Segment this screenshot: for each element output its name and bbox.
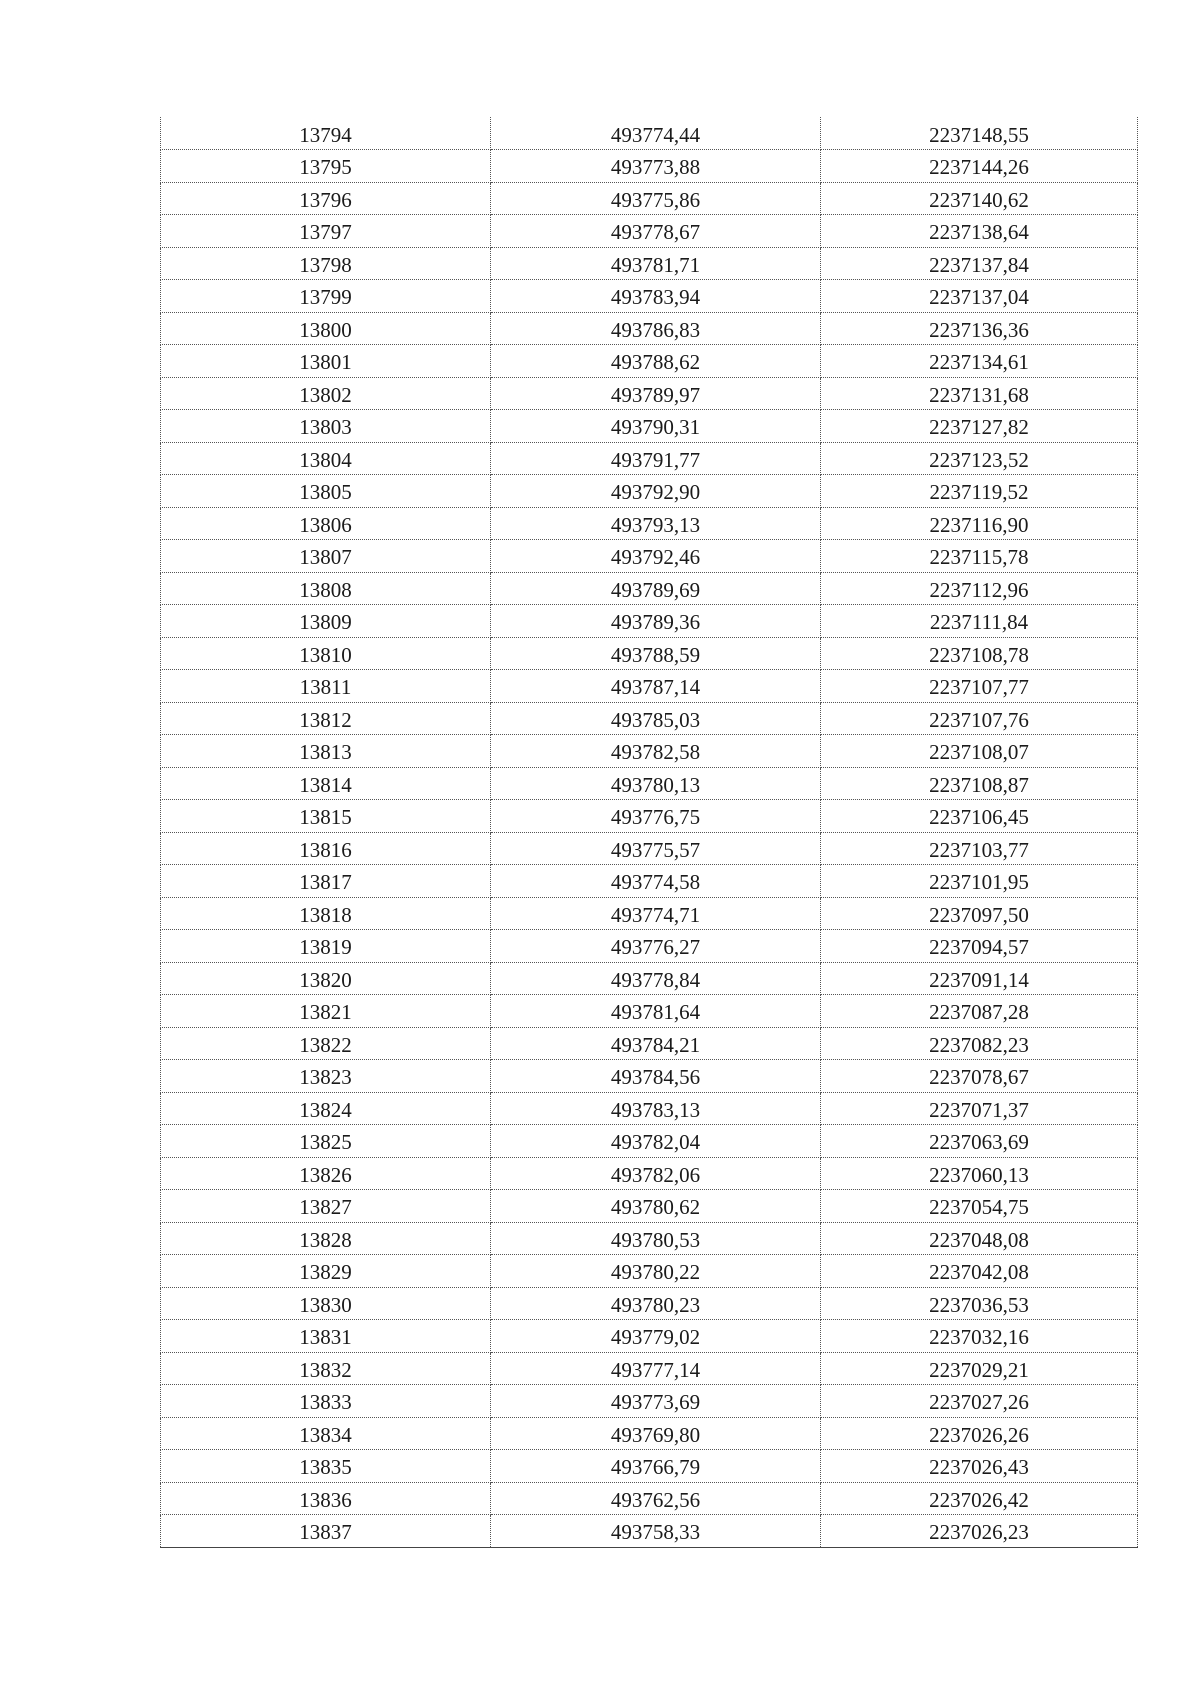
x-coordinate-cell: 493792,90: [491, 475, 821, 508]
x-coordinate-cell: 493776,27: [491, 930, 821, 963]
y-coordinate-cell: 2237119,52: [821, 475, 1138, 508]
table-row: [161, 995, 1138, 1028]
y-coordinate-cell: 2237026,42: [821, 1482, 1138, 1515]
table-row: [161, 117, 1138, 150]
table-row: [161, 1222, 1138, 1255]
point-number-cell: 13800: [161, 312, 491, 345]
y-coordinate-cell: 2237140,62: [821, 182, 1138, 215]
point-number-cell: 13798: [161, 247, 491, 280]
y-coordinate-cell: 2237127,82: [821, 410, 1138, 443]
y-coordinate-cell: 2237060,13: [821, 1157, 1138, 1190]
x-coordinate-cell: 493783,94: [491, 280, 821, 313]
x-coordinate-cell: 493788,62: [491, 345, 821, 378]
y-coordinate-cell: 2237094,57: [821, 930, 1138, 963]
point-number-cell: 13815: [161, 800, 491, 833]
y-coordinate-cell: 2237063,69: [821, 1125, 1138, 1158]
y-coordinate-cell: 2237111,84: [821, 605, 1138, 638]
point-number-cell: 13834: [161, 1417, 491, 1450]
y-coordinate-cell: 2237108,07: [821, 735, 1138, 768]
point-number-cell: 13836: [161, 1482, 491, 1515]
table-row: [161, 1385, 1138, 1418]
table-row: [161, 962, 1138, 995]
table-row: [161, 540, 1138, 573]
x-coordinate-cell: 493793,13: [491, 507, 821, 540]
x-coordinate-cell: 493789,97: [491, 377, 821, 410]
y-coordinate-cell: 2237107,77: [821, 670, 1138, 703]
x-coordinate-cell: 493774,44: [491, 117, 821, 150]
x-coordinate-cell: 493790,31: [491, 410, 821, 443]
table-row: [161, 1125, 1138, 1158]
x-coordinate-cell: 493773,69: [491, 1385, 821, 1418]
x-coordinate-cell: 493782,04: [491, 1125, 821, 1158]
table-row: [161, 1320, 1138, 1353]
y-coordinate-cell: 2237123,52: [821, 442, 1138, 475]
table-row: [161, 312, 1138, 345]
x-coordinate-cell: 493782,06: [491, 1157, 821, 1190]
table-row: [161, 572, 1138, 605]
table-row: [161, 1515, 1138, 1548]
point-number-cell: 13818: [161, 897, 491, 930]
table-row: [161, 865, 1138, 898]
point-number-cell: 13804: [161, 442, 491, 475]
x-coordinate-cell: 493781,64: [491, 995, 821, 1028]
table-row: [161, 605, 1138, 638]
table-row: [161, 767, 1138, 800]
x-coordinate-cell: 493783,13: [491, 1092, 821, 1125]
x-coordinate-cell: 493780,23: [491, 1287, 821, 1320]
y-coordinate-cell: 2237097,50: [821, 897, 1138, 930]
y-coordinate-cell: 2237131,68: [821, 377, 1138, 410]
point-number-cell: 13835: [161, 1450, 491, 1483]
point-number-cell: 13814: [161, 767, 491, 800]
x-coordinate-cell: 493789,36: [491, 605, 821, 638]
y-coordinate-cell: 2237026,26: [821, 1417, 1138, 1450]
point-number-cell: 13796: [161, 182, 491, 215]
point-number-cell: 13799: [161, 280, 491, 313]
point-number-cell: 13801: [161, 345, 491, 378]
x-coordinate-cell: 493791,77: [491, 442, 821, 475]
point-number-cell: 13822: [161, 1027, 491, 1060]
point-number-cell: 13809: [161, 605, 491, 638]
table-row: [161, 377, 1138, 410]
table-row: [161, 1157, 1138, 1190]
x-coordinate-cell: 493758,33: [491, 1515, 821, 1548]
point-number-cell: 13802: [161, 377, 491, 410]
x-coordinate-cell: 493773,88: [491, 150, 821, 183]
point-number-cell: 13812: [161, 702, 491, 735]
y-coordinate-cell: 2237148,55: [821, 117, 1138, 150]
table-row: [161, 832, 1138, 865]
table-row: [161, 215, 1138, 248]
table-row: [161, 442, 1138, 475]
y-coordinate-cell: 2237108,78: [821, 637, 1138, 670]
x-coordinate-cell: 493782,58: [491, 735, 821, 768]
point-number-cell: 13806: [161, 507, 491, 540]
y-coordinate-cell: 2237112,96: [821, 572, 1138, 605]
y-coordinate-cell: 2237138,64: [821, 215, 1138, 248]
y-coordinate-cell: 2237101,95: [821, 865, 1138, 898]
point-number-cell: 13820: [161, 962, 491, 995]
point-number-cell: 13831: [161, 1320, 491, 1353]
y-coordinate-cell: 2237027,26: [821, 1385, 1138, 1418]
x-coordinate-cell: 493781,71: [491, 247, 821, 280]
table-row: [161, 410, 1138, 443]
table-row: [161, 670, 1138, 703]
point-number-cell: 13827: [161, 1190, 491, 1223]
point-number-cell: 13797: [161, 215, 491, 248]
table-row: [161, 345, 1138, 378]
point-number-cell: 13807: [161, 540, 491, 573]
y-coordinate-cell: 2237071,37: [821, 1092, 1138, 1125]
y-coordinate-cell: 2237144,26: [821, 150, 1138, 183]
x-coordinate-cell: 493774,71: [491, 897, 821, 930]
point-number-cell: 13819: [161, 930, 491, 963]
y-coordinate-cell: 2237078,67: [821, 1060, 1138, 1093]
y-coordinate-cell: 2237106,45: [821, 800, 1138, 833]
y-coordinate-cell: 2237091,14: [821, 962, 1138, 995]
table-row: [161, 800, 1138, 833]
table-row: [161, 1417, 1138, 1450]
x-coordinate-cell: 493780,53: [491, 1222, 821, 1255]
y-coordinate-cell: 2237082,23: [821, 1027, 1138, 1060]
point-number-cell: 13829: [161, 1255, 491, 1288]
table-row: [161, 1190, 1138, 1223]
y-coordinate-cell: 2237103,77: [821, 832, 1138, 865]
y-coordinate-cell: 2237042,08: [821, 1255, 1138, 1288]
point-number-cell: 13833: [161, 1385, 491, 1418]
point-number-cell: 13794: [161, 117, 491, 150]
point-number-cell: 13803: [161, 410, 491, 443]
y-coordinate-cell: 2237026,23: [821, 1515, 1138, 1548]
x-coordinate-cell: 493774,58: [491, 865, 821, 898]
point-number-cell: 13830: [161, 1287, 491, 1320]
x-coordinate-cell: 493777,14: [491, 1352, 821, 1385]
y-coordinate-cell: 2237048,08: [821, 1222, 1138, 1255]
x-coordinate-cell: 493780,22: [491, 1255, 821, 1288]
x-coordinate-cell: 493779,02: [491, 1320, 821, 1353]
table-row: [161, 897, 1138, 930]
table-row: [161, 1255, 1138, 1288]
x-coordinate-cell: 493778,84: [491, 962, 821, 995]
point-number-cell: 13811: [161, 670, 491, 703]
y-coordinate-cell: 2237087,28: [821, 995, 1138, 1028]
point-number-cell: 13832: [161, 1352, 491, 1385]
y-coordinate-cell: 2237136,36: [821, 312, 1138, 345]
x-coordinate-cell: 493775,57: [491, 832, 821, 865]
point-number-cell: 13808: [161, 572, 491, 605]
table-row: [161, 507, 1138, 540]
x-coordinate-cell: 493762,56: [491, 1482, 821, 1515]
coordinates-table-body: [161, 117, 1138, 1547]
coordinates-table: [160, 117, 1138, 1548]
x-coordinate-cell: 493789,69: [491, 572, 821, 605]
table-row: [161, 637, 1138, 670]
y-coordinate-cell: 2237054,75: [821, 1190, 1138, 1223]
y-coordinate-cell: 2237032,16: [821, 1320, 1138, 1353]
table-row: [161, 1060, 1138, 1093]
x-coordinate-cell: 493784,21: [491, 1027, 821, 1060]
x-coordinate-cell: 493775,86: [491, 182, 821, 215]
point-number-cell: 13824: [161, 1092, 491, 1125]
y-coordinate-cell: 2237026,43: [821, 1450, 1138, 1483]
x-coordinate-cell: 493766,79: [491, 1450, 821, 1483]
x-coordinate-cell: 493769,80: [491, 1417, 821, 1450]
point-number-cell: 13826: [161, 1157, 491, 1190]
table-row: [161, 1027, 1138, 1060]
x-coordinate-cell: 493784,56: [491, 1060, 821, 1093]
point-number-cell: 13817: [161, 865, 491, 898]
point-number-cell: 13795: [161, 150, 491, 183]
x-coordinate-cell: 493785,03: [491, 702, 821, 735]
y-coordinate-cell: 2237029,21: [821, 1352, 1138, 1385]
x-coordinate-cell: 493776,75: [491, 800, 821, 833]
point-number-cell: 13810: [161, 637, 491, 670]
table-row: [161, 1287, 1138, 1320]
point-number-cell: 13821: [161, 995, 491, 1028]
y-coordinate-cell: 2237116,90: [821, 507, 1138, 540]
table-row: [161, 280, 1138, 313]
x-coordinate-cell: 493787,14: [491, 670, 821, 703]
y-coordinate-cell: 2237137,84: [821, 247, 1138, 280]
x-coordinate-cell: 493786,83: [491, 312, 821, 345]
point-number-cell: 13813: [161, 735, 491, 768]
x-coordinate-cell: 493788,59: [491, 637, 821, 670]
x-coordinate-cell: 493778,67: [491, 215, 821, 248]
y-coordinate-cell: 2237108,87: [821, 767, 1138, 800]
point-number-cell: 13825: [161, 1125, 491, 1158]
table-row: [161, 735, 1138, 768]
y-coordinate-cell: 2237115,78: [821, 540, 1138, 573]
table-row: [161, 475, 1138, 508]
point-number-cell: 13823: [161, 1060, 491, 1093]
point-number-cell: 13805: [161, 475, 491, 508]
table-row: [161, 182, 1138, 215]
y-coordinate-cell: 2237036,53: [821, 1287, 1138, 1320]
x-coordinate-cell: 493780,13: [491, 767, 821, 800]
y-coordinate-cell: 2237107,76: [821, 702, 1138, 735]
table-row: [161, 247, 1138, 280]
point-number-cell: 13816: [161, 832, 491, 865]
table-row: [161, 1092, 1138, 1125]
table-row: [161, 1450, 1138, 1483]
x-coordinate-cell: 493792,46: [491, 540, 821, 573]
y-coordinate-cell: 2237134,61: [821, 345, 1138, 378]
table-row: [161, 1352, 1138, 1385]
point-number-cell: 13828: [161, 1222, 491, 1255]
table-row: [161, 702, 1138, 735]
y-coordinate-cell: 2237137,04: [821, 280, 1138, 313]
point-number-cell: 13837: [161, 1515, 491, 1548]
table-row: [161, 930, 1138, 963]
x-coordinate-cell: 493780,62: [491, 1190, 821, 1223]
table-row: [161, 150, 1138, 183]
table-row: [161, 1482, 1138, 1515]
